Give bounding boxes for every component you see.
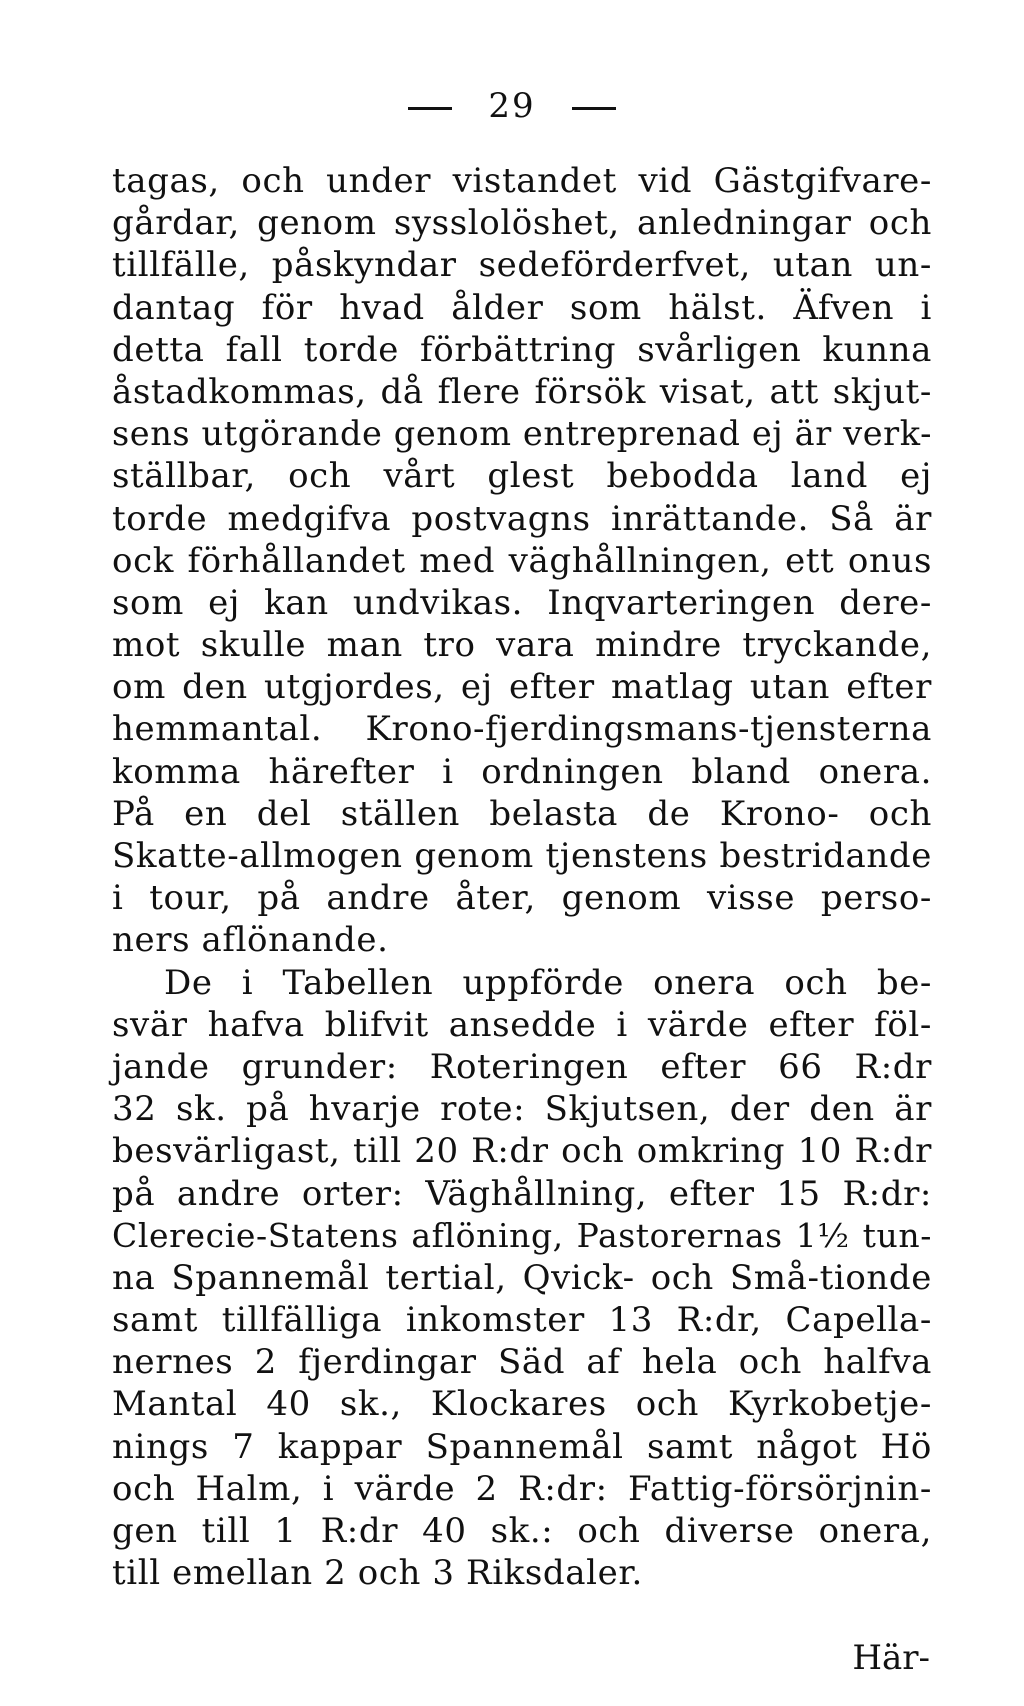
- text-line: som ej kan undvikas. Inqvarteringen dere-: [112, 582, 932, 623]
- text-line: På en del ställen belasta de Krono- och: [112, 793, 932, 834]
- text-line: komma härefter i ordningen bland onera.: [112, 751, 932, 792]
- text-line: ners aflönande.: [112, 920, 389, 961]
- text-line: 32 sk. på hvarje rote: Skjutsen, der den är: [112, 1089, 932, 1130]
- text-line: samt tillfälliga inkomster 13 R:dr, Capella-: [112, 1300, 932, 1341]
- text-line: på andre orter: Väghållning, efter 15 R:dr:: [112, 1173, 932, 1214]
- page-number: 29: [488, 86, 536, 126]
- text-line: tillfälle, påskyndar sedeförderfvet, utan un-: [112, 245, 932, 286]
- text-line: ställbar, och vårt glest bebodda land ej: [112, 456, 932, 497]
- left-dash: [408, 107, 452, 110]
- text-line: till emellan 2 och 3 Riksdaler.: [112, 1553, 643, 1594]
- right-dash: [572, 107, 616, 110]
- text-line: detta fall torde förbättring svårligen kunna: [112, 329, 932, 370]
- text-line: dantag för hvad ålder som hälst. Äfven i: [112, 287, 932, 328]
- text-line: nernes 2 fjerdingar Säd af hela och halfva: [112, 1342, 932, 1383]
- text-line: gårdar, genom sysslolöshet, anledningar och: [112, 203, 932, 244]
- text-line: åstadkommas, då flere försök visat, att skjut-: [112, 371, 932, 412]
- text-line: Clerecie-Statens aflöning, Pastorernas 1½ tun-: [112, 1215, 932, 1255]
- text-line: Skatte-allmogen genom tjenstens bestridande: [112, 836, 932, 876]
- body-text: [112, 160, 932, 1594]
- text-line: De i Tabellen uppförde onera och be-: [164, 962, 932, 1003]
- text-line: sens utgörande genom entreprenad ej är verk-: [112, 414, 932, 454]
- text-line: jande grunder: Roteringen efter 66 R:dr: [112, 1046, 932, 1087]
- text-line: hemmantal. Krono-fjerdingsmans-tjensterna: [112, 709, 932, 750]
- text-line: torde medgifva postvagns inrättande. Så är: [112, 498, 932, 539]
- text-line: i tour, på andre åter, genom visse perso-: [112, 878, 932, 919]
- text-line: mot skulle man tro vara mindre tryckande,: [112, 625, 932, 666]
- text-line: nings 7 kappar Spannemål samt något Hö: [112, 1426, 932, 1467]
- text-line: om den utgjordes, ej efter matlag utan efter: [112, 667, 932, 708]
- text-line: ock förhållandet med väghållningen, ett onus: [112, 540, 932, 581]
- text-line: na Spannemål tertial, Qvick- och Små-tionde: [112, 1257, 932, 1298]
- text-line: svär hafva blifvit ansedde i värde efter föl-: [112, 1004, 932, 1045]
- text-line: Mantal 40 sk., Klockares och Kyrkobetje-: [112, 1384, 932, 1425]
- page-header: [0, 86, 1024, 126]
- text-line: tagas, och under vistandet vid Gästgifvare-: [112, 161, 932, 201]
- text-line: gen till 1 R:dr 40 sk.: och diverse onera,: [112, 1511, 932, 1551]
- text-line: besvärligast, till 20 R:dr och omkring 10 R:dr: [112, 1131, 932, 1172]
- text-line: och Halm, i värde 2 R:dr: Fattig-försörjnin-: [112, 1468, 932, 1509]
- catchword: Här-: [852, 1638, 930, 1678]
